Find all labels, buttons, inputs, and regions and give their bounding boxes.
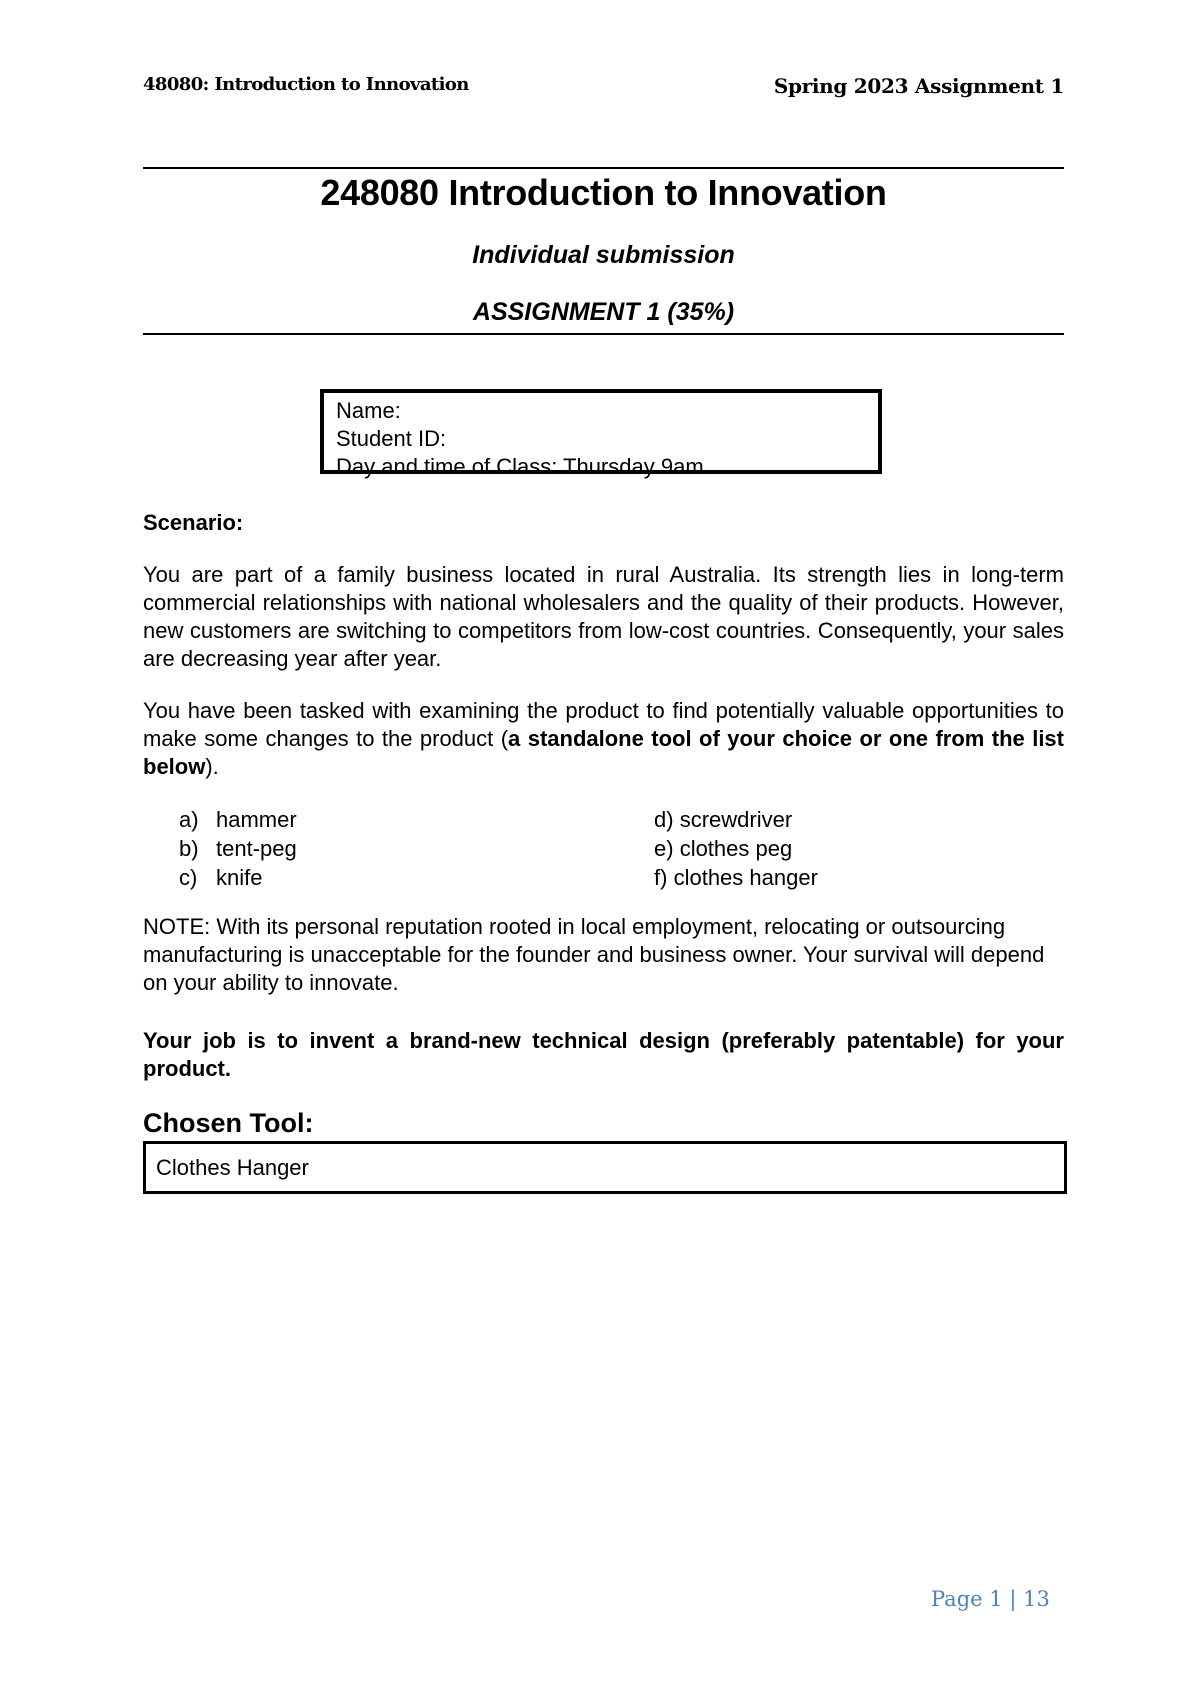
list-marker: f) (654, 865, 668, 890)
list-marker: d) (654, 807, 674, 832)
task-statement: Your job is to invent a brand-new technical design (preferably patentable) for your product. (143, 1028, 1064, 1081)
list-marker: b) (179, 836, 199, 861)
page-footer (931, 1587, 1050, 1611)
page-total: 13 (1023, 1587, 1050, 1611)
page-label: Page (931, 1587, 983, 1611)
list-item (654, 863, 818, 892)
student-id-field: Student ID: (336, 426, 447, 451)
class-time-field: Day and time of Class: Thursday 9am (336, 454, 704, 479)
assignment-label: ASSIGNMENT 1 (35%) (472, 298, 735, 326)
paragraph-2-start: You have been tasked with examining the product to find potentially valuable opportunities to make some changes to the product ( (143, 698, 1064, 751)
title-block (143, 167, 1064, 335)
submission-type: Individual submission (472, 241, 735, 269)
student-info-box (320, 389, 882, 479)
name-field: Name: (336, 398, 401, 423)
page-current: 1 (989, 1587, 1003, 1611)
list-item-label: knife (216, 865, 263, 890)
list-item-label: tent-peg (216, 836, 297, 861)
chosen-tool-value: Clothes Hanger (156, 1155, 309, 1180)
chosen-tool-box (143, 1141, 1067, 1194)
list-item (654, 834, 792, 863)
chosen-tool-heading: Chosen Tool: (143, 1108, 314, 1138)
list-item (179, 863, 262, 892)
list-marker: c) (179, 865, 198, 890)
list-item (654, 805, 792, 834)
paragraph-2-end: ). (205, 754, 219, 779)
list-item (179, 805, 297, 834)
list-item-label: screwdriver (679, 807, 793, 832)
list-item-label: hammer (216, 807, 297, 832)
list-marker: a) (179, 807, 199, 832)
header-term: Spring 2023 Assignment 1 (773, 74, 1064, 98)
note-paragraph: NOTE: With its personal reputation rooted in local employment, relocating or outsourcing manufacturing is unacceptable for the founder and business owner. Your survival will depend on your ability to innovate. (143, 914, 1045, 995)
page-title: 248080 Introduction to Innovation (320, 172, 887, 213)
header-course: 48080: Introduction to Innovation (143, 74, 469, 95)
scenario-heading: Scenario: (143, 510, 244, 535)
list-item-label: clothes peg (679, 836, 793, 861)
list-marker: e) (654, 836, 674, 861)
list-item (179, 834, 297, 863)
scenario-paragraph-1: You are part of a family business located in rural Australia. Its strength lies in long-term commercial relationships with national wholesalers and the quality of their products. However, new customers are switching to competitors from low-cost countries. Consequently, your sales are decreasing year after year. (143, 562, 1064, 671)
paragraph-2-bold: a standalone tool of your choice or one from the list below (143, 726, 1064, 779)
list-item-label: clothes hanger (673, 865, 818, 890)
page-separator: | (1009, 1587, 1017, 1611)
scenario-paragraph-2 (143, 697, 1064, 781)
